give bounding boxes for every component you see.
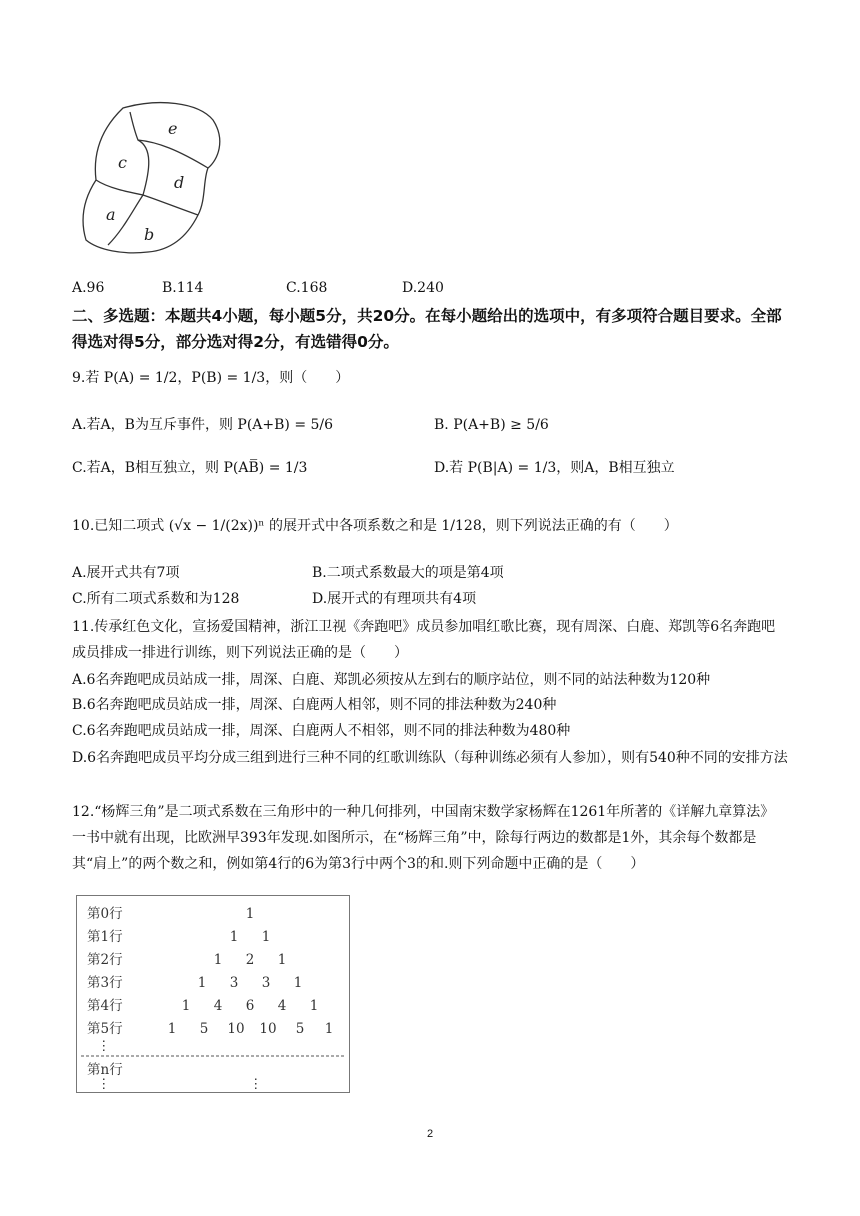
- border-d-b: [143, 195, 198, 215]
- cell-4-0: 1: [181, 998, 191, 1014]
- cell-4-2: 6: [245, 998, 255, 1014]
- q11-option-b: B.6名奔跑吧成员站成一排，周深、白鹿两人相邻，则不同的排法种数为240种: [72, 697, 557, 713]
- q8-option-b: B.114: [162, 280, 204, 296]
- q11-option-c: C.6名奔跑吧成员站成一排，周深、白鹿两人不相邻，则不同的排法种数为480种: [72, 723, 571, 739]
- q10-option-a: A.展开式共有7项: [72, 565, 180, 581]
- cell-3-1: 3: [229, 975, 239, 991]
- cell-4-1: 4: [213, 998, 223, 1014]
- cell-5-5: 1: [324, 1021, 334, 1037]
- q8-options: [72, 278, 792, 298]
- row-label-n: 第n行: [87, 1062, 123, 1078]
- cell-1-1: 1: [261, 929, 271, 945]
- cell-2-0: 1: [213, 952, 223, 968]
- cell-5-1: 5: [199, 1021, 209, 1037]
- q9-stem: 9.若 P(A) = 1/2，P(B) = 1/3，则（ ）: [72, 370, 350, 386]
- q8-option-c: C.168: [286, 280, 328, 296]
- vdots-lower-middle: ⋮: [249, 1076, 263, 1091]
- cell-3-2: 3: [261, 975, 271, 991]
- row-label-4: 第4行: [87, 998, 123, 1014]
- yanghui-triangle-svg: [77, 896, 348, 1091]
- vdots-lower-left: ⋮: [97, 1076, 111, 1091]
- cell-4-4: 1: [309, 998, 319, 1014]
- q9-option-d: D.若 P(B|A) = 1/3，则A，B相互独立: [434, 460, 675, 476]
- cell-5-2: 10: [227, 1021, 245, 1037]
- q8-option-a: A.96: [72, 280, 105, 296]
- q10-option-c: C.所有二项式系数和为128: [72, 591, 240, 607]
- cell-3-3: 1: [293, 975, 303, 991]
- cell-5-0: 1: [167, 1021, 177, 1037]
- cell-5-4: 5: [295, 1021, 305, 1037]
- row-label-1: 第1行: [87, 929, 123, 945]
- region-label-a: a: [106, 205, 116, 224]
- q9-option-c: C.若A，B相互独立，则 P(AB̅̅) = 1/3: [72, 460, 308, 476]
- row-label-5: 第5行: [87, 1021, 123, 1037]
- q11-option-a: A.6名奔跑吧成员站成一排，周深、白鹿、郑凯必须按从左到右的顺序站位，则不同的站法种数为120种: [72, 672, 711, 688]
- q9-option-b: B. P(A+B) ≥ 5/6: [434, 417, 549, 433]
- region-map-svg: [78, 100, 228, 260]
- cell-4-3: 4: [277, 998, 287, 1014]
- cell-2-2: 1: [277, 952, 287, 968]
- cell-1-0: 1: [229, 929, 239, 945]
- border-c-a: [96, 180, 143, 195]
- row-label-2: 第2行: [87, 952, 123, 968]
- q11-option-d: D.6名奔跑吧成员平均分成三组到进行三种不同的红歌训练队（每种训练必须有人参加），则有540种不同的安排方法: [72, 750, 788, 766]
- page-number: 2: [426, 1128, 434, 1140]
- section-heading: 二、多选题：本题共4小题，每小题5分，共20分。在每小题给出的选项中，有多项符合题目要求。全部得选对得5分，部分选对得2分，有选错得0分。: [72, 307, 782, 351]
- cell-5-3: 10: [259, 1021, 277, 1037]
- cell-2-1: 2: [245, 952, 255, 968]
- q8-option-d: D.240: [402, 280, 444, 296]
- region-label-b: b: [144, 225, 155, 244]
- region-label-c: c: [118, 153, 127, 172]
- q9-option-a: A.若A，B为互斥事件，则 P(A+B) = 5/6: [72, 417, 334, 433]
- region-map-figure: [78, 100, 228, 260]
- q10-stem: 10.已知二项式 (√x − 1/(2x))ⁿ 的展开式中各项系数之和是 1/128，则下列说法正确的有（ ）: [72, 518, 678, 534]
- yanghui-triangle-figure: [76, 895, 350, 1093]
- q12-stem: 12.“杨辉三角”是二项式系数在三角形中的一种几何排列，中国南宋数学家杨辉在1261年所著的《详解九章算法》一书中就有出现，比欧洲早393年发现.如图所示，在“杨辉三角”中，除每行两边的数都是1外，其余每个数都是其“肩上”的两个数之和，例如第4行的6为第3行中两个3的和.则下列命题中正确的是（ ）: [72, 804, 775, 872]
- cell-0-0: 1: [245, 906, 255, 922]
- border-c-d: [138, 140, 149, 195]
- cell-3-0: 1: [197, 975, 207, 991]
- region-label-d: d: [174, 173, 185, 192]
- row-label-0: 第0行: [87, 906, 123, 922]
- q10-option-d: D.展开式的有理项共有4项: [312, 591, 477, 607]
- region-label-e: e: [168, 119, 178, 138]
- q10-option-b: B.二项式系数最大的项是第4项: [312, 565, 504, 581]
- row-label-3: 第3行: [87, 975, 123, 991]
- vdots-upper: ⋮: [97, 1038, 111, 1054]
- triangle-numbers: [168, 906, 334, 1037]
- q11-stem: 11.传承红色文化，宣扬爱国精神，浙江卫视《奔跑吧》成员参加唱红歌比赛，现有周深、白鹿、郑凯等6名奔跑吧成员排成一排进行训练，则下列说法正确的是（ ）: [72, 619, 776, 661]
